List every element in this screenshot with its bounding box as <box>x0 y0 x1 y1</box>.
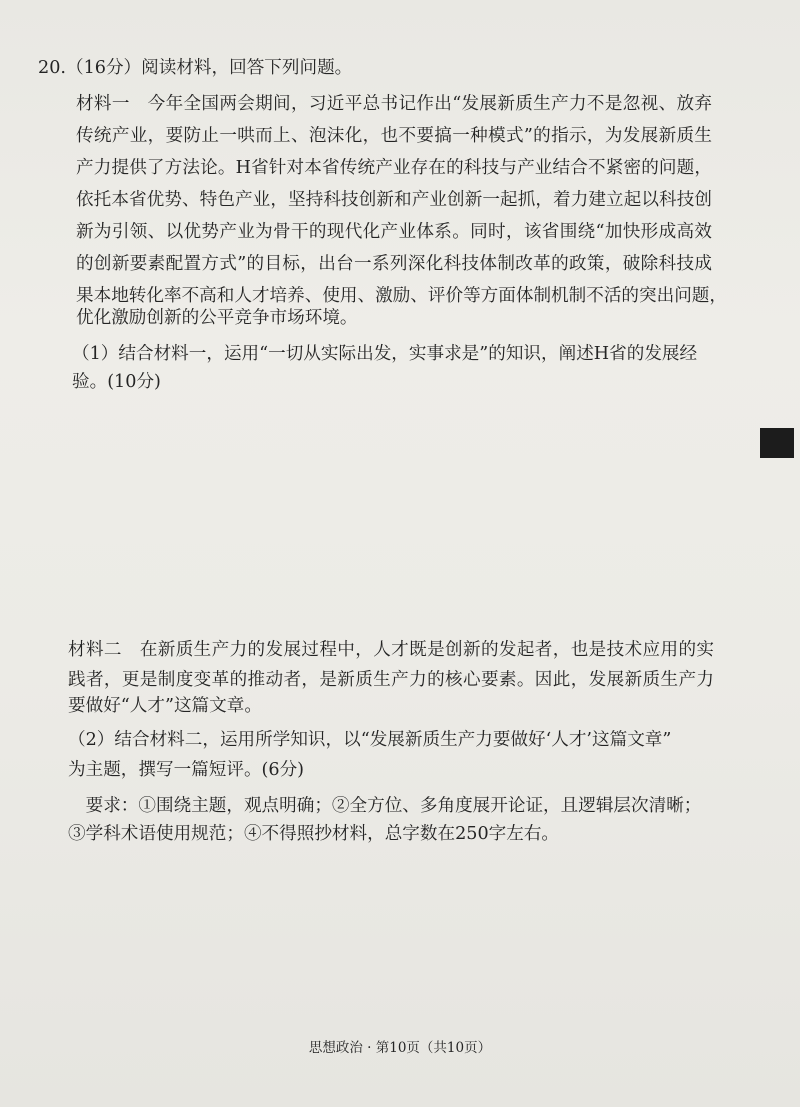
page-footer: 思想政治 · 第10页（共10页） <box>308 1040 492 1056</box>
material1-line: 的创新要素配置方式”的目标，出台一系列深化科技体制改革的政策，破除科技成 <box>76 254 712 274</box>
subquestion-1-line: （1）结合材料一，运用“一切从实际出发，实事求是”的知识，阐述H省的发展经 <box>72 344 698 364</box>
question-header: 20.（16分）阅读材料，回答下列问题。 <box>38 58 353 78</box>
material1-line: 依托本省优势、特色产业，坚持科技创新和产业创新一起抓，着力建立起以科技创 <box>76 190 712 210</box>
material1-line: 产力提供了方法论。H省针对本省传统产业存在的科技与产业结合不紧密的问题， <box>76 158 712 178</box>
material1-line: 新为引领、以优势产业为骨干的现代化产业体系。同时，该省围绕“加快形成高效 <box>76 222 712 242</box>
requirement-line: ③学科术语使用规范；④不得照抄材料，总字数在250字左右。 <box>68 824 560 844</box>
material1-line: 材料一 今年全国两会期间，习近平总书记作出“发展新质生产力不是忽视、放弃 <box>76 94 712 114</box>
material2-line: 要做好“人才”这篇文章。 <box>68 696 262 716</box>
material2-line: 践者，更是制度变革的推动者，是新质生产力的核心要素。因此，发展新质生产力 <box>68 670 714 690</box>
material2-line: 材料二 在新质生产力的发展过程中，人才既是创新的发起者，也是技术应用的实 <box>68 640 714 660</box>
material1-line: 优化激励创新的公平竞争市场环境。 <box>76 308 358 328</box>
material1-line: 果本地转化率不高和人才培养、使用、激励、评价等方面体制机制不活的突出问题， <box>76 286 727 306</box>
material1-line: 传统产业，要防止一哄而上、泡沫化，也不要搞一种模式”的指示，为发展新质生 <box>76 126 712 146</box>
subquestion-2-line: 为主题，撰写一篇短评。(6分) <box>68 760 305 780</box>
subquestion-2-line: （2）结合材料二，运用所学知识，以“发展新质生产力要做好‘人才’这篇文章” <box>68 730 672 750</box>
black-margin-tab <box>760 428 794 458</box>
subquestion-1-line: 验。(10分) <box>72 372 161 392</box>
requirement-line: 要求：①围绕主题，观点明确；②全方位、多角度展开论证，且逻辑层次清晰； <box>68 796 702 816</box>
